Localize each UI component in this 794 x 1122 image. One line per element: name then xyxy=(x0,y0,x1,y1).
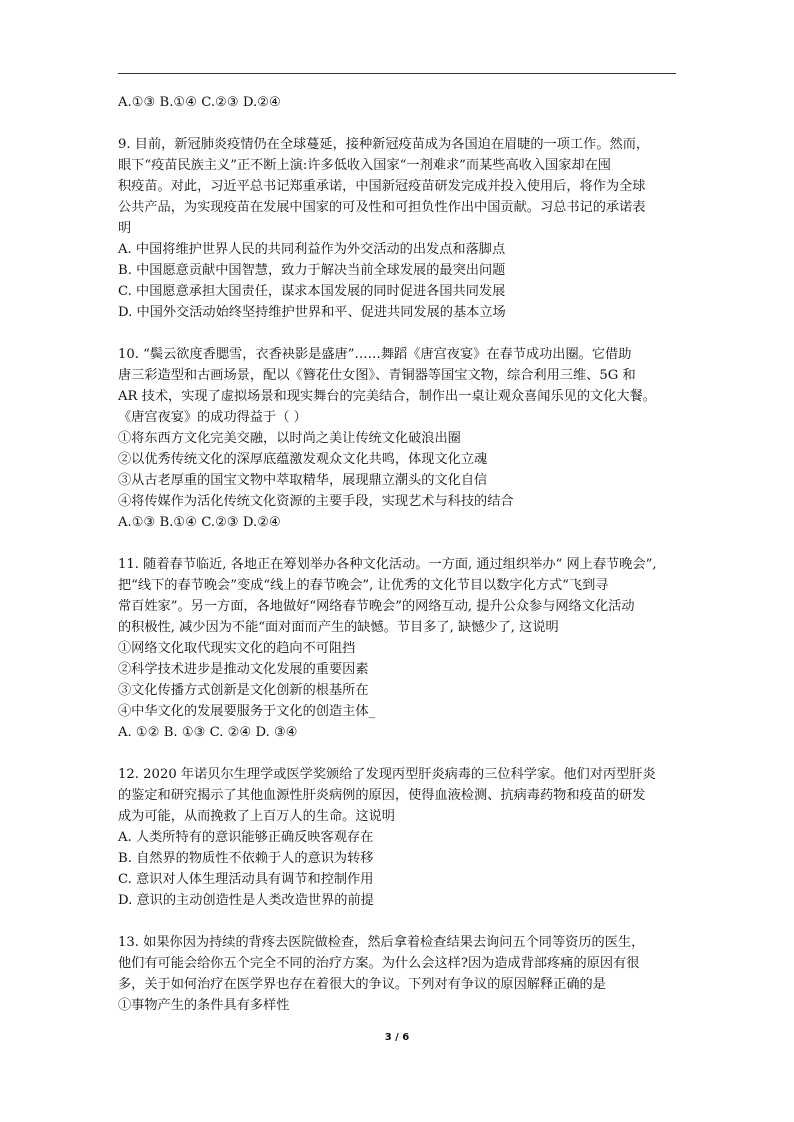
question-11 xyxy=(118,554,678,743)
statement-4: ④中华文化的发展要服务于文化的创造主体_ xyxy=(118,704,376,719)
question-line: 多，关于如何治疗在医学界也存在着很大的争议。下列对有争议的原因解释正确的是 xyxy=(118,977,606,992)
statement-1: ①网络文化取代现实文化的趋向不可阻挡 xyxy=(118,641,356,656)
option-b: B. 自然界的物质性不依赖于人的意识为转移 xyxy=(118,851,374,866)
question-9 xyxy=(118,134,678,323)
page-number: 3 / 6 xyxy=(384,1032,410,1043)
previous-question-options: A.①③ B.①④ C.②③ D.②④ xyxy=(118,95,281,110)
question-line: 的鉴定和研究揭示了其他血源性肝炎病例的原因，使得血液检测、抗病毒药物和疫苗的研发 xyxy=(118,788,646,803)
question-line: 的积极性, 减少因为不能“面对面而产生的缺憾。节目多了, 缺憾少了, 这说明 xyxy=(118,620,559,635)
question-line: 眼下“疫苗民族主义”正不断上演:许多低收入国家“一剂难求”而某些高收入国家却在囤 xyxy=(118,158,611,173)
question-10 xyxy=(118,344,678,533)
statement-2: ②科学技术进步是推动文化发展的重要因素 xyxy=(118,662,369,677)
statement-4: ④将传媒作为活化传统文化资源的主要手段，实现艺术与科技的结合 xyxy=(118,494,514,509)
question-line: 常百姓家”。另一方面，各地做好“网络春节晚会”的网络互动, 提升公众参与网络文化活动 xyxy=(118,599,635,614)
question-12 xyxy=(118,764,678,911)
header-rule xyxy=(118,73,676,74)
question-line: 10. “鬓云欲度香腮雪，衣香袂影是盛唐”……舞蹈《唐宫夜宴》在春节成功出圈。它借助 xyxy=(118,347,632,362)
option-a: A. 中国将维护世界人民的共同利益作为外交活动的出发点和落脚点 xyxy=(118,242,506,257)
statement-1: ①事物产生的条件具有多样性 xyxy=(118,998,290,1013)
question-line: 他们有可能会给你五个完全不同的治疗方案。为什么会这样?因为造成背部疼痛的原因有很 xyxy=(118,956,640,971)
option-a: A. 人类所特有的意识能够正确反映客观存在 xyxy=(118,830,374,845)
question-line: 成为可能，从而挽救了上百万人的生命。这说明 xyxy=(118,809,395,824)
answer-options: A. ①② B. ①③ C. ②④ D. ③④ xyxy=(118,725,298,740)
statement-3: ③文化传播方式创新是文化创新的根基所在 xyxy=(118,683,369,698)
question-line: 唐三彩造型和古画场景，配以《簪花仕女图》、青铜器等国宝文物，综合利用三维、5G 和 xyxy=(118,368,636,383)
question-line: 公共产品，为实现疫苗在发展中国家的可及性和可担负性作出中国贡献。习总书记的承诺表 xyxy=(118,200,646,215)
question-line: 明 xyxy=(118,221,132,236)
option-d: D. 中国外交活动始终坚持维护世界和平、促进共同发展的基本立场 xyxy=(118,305,506,320)
option-d: D. 意识的主动创造性是人类改造世界的前提 xyxy=(118,893,374,908)
answer-options: A.①③ B.①④ C.②③ D.②④ xyxy=(118,515,281,530)
option-c: C. 意识对人体生理活动具有调节和控制作用 xyxy=(118,872,374,887)
question-line: 11. 随着春节临近, 各地正在筹划举办各种文化活动。一方面, 通过组织举办“ 网上春节晚会”, xyxy=(118,557,657,572)
question-line: AR 技术，实现了虚拟场景和现实舞台的完美结合，制作出一桌让观众喜闻乐见的文化大餐。 xyxy=(118,389,656,404)
question-13 xyxy=(118,932,678,1016)
option-c: C. 中国愿意承担大国责任，谋求本国发展的同时促进各国共同发展 xyxy=(118,284,506,299)
question-line: 《唐宫夜宴》的成功得益于（ ） xyxy=(118,410,307,425)
statement-3: ③从古老厚重的国宝文物中萃取精华，展现鼎立潮头的文化自信 xyxy=(118,473,488,488)
question-line: 13. 如果你因为持续的背疼去医院做检查，然后拿着检查结果去询问五个同等资历的医生， xyxy=(118,935,645,950)
page-content xyxy=(118,92,678,1016)
question-line: 积疫苗。对此，习近平总书记郑重承诺，中国新冠疫苗研发完成并投入使用后，将作为全球 xyxy=(118,179,646,194)
question-line: 把“线下的春节晚会”变成“线上的春节晚会”, 让优秀的文化节目以数字化方式“飞到寻 xyxy=(118,578,609,593)
question-line: 12. 2020 年诺贝尔生理学或医学奖颁给了发现丙型肝炎病毒的三位科学家。他们对丙型肝炎 xyxy=(118,767,656,782)
statement-1: ①将东西方文化完美交融，以时尚之美让传统文化破浪出圈 xyxy=(118,431,461,446)
question-line: 9. 目前，新冠肺炎疫情仍在全球蔓延，接种新冠疫苗成为各国迫在眉睫的一项工作。然而， xyxy=(118,137,650,152)
statement-2: ②以优秀传统文化的深厚底蕴激发观众文化共鸣，体现文化立魂 xyxy=(118,452,488,467)
option-b: B. 中国愿意贡献中国智慧，致力于解决当前全球发展的最突出问题 xyxy=(118,263,506,278)
